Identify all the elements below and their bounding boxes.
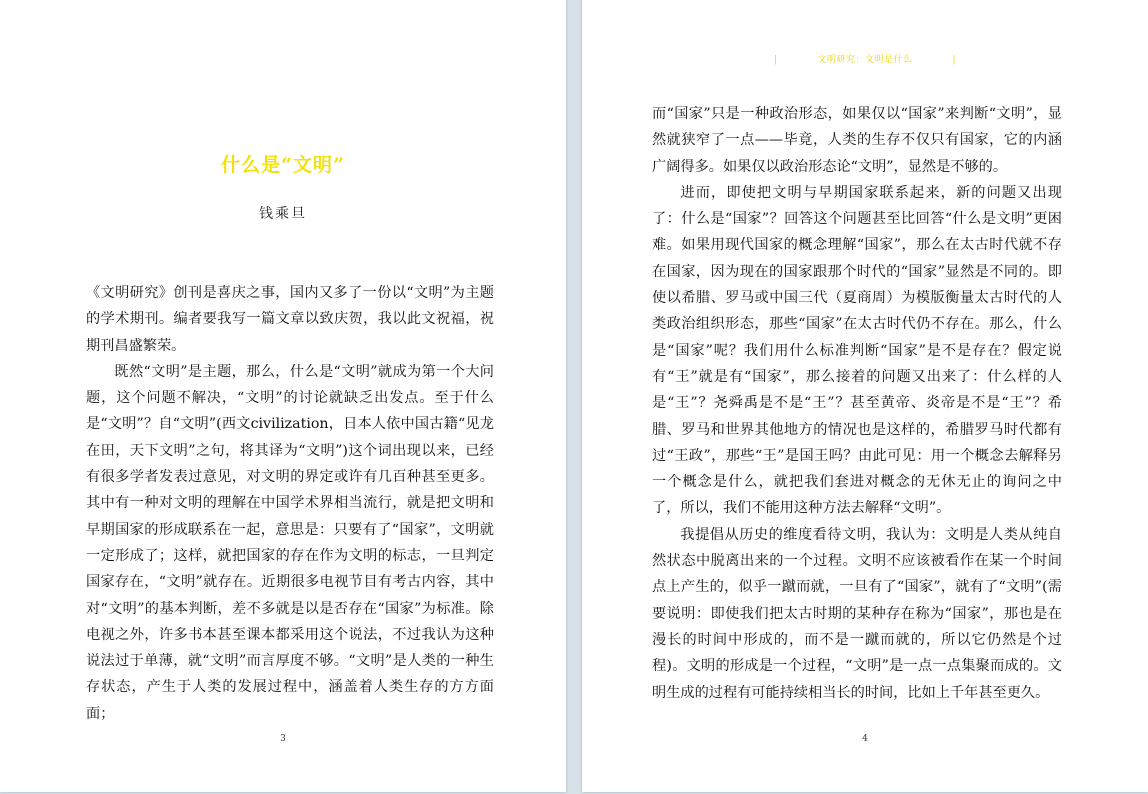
paragraph: 《文明研究》创刊是喜庆之事，国内又多了一份以“文明”为主题的学术期刊。编者要我写一篇文章以致庆贺，我以此文祝福，祝期刊昌盛繁荣。 (86, 285, 494, 354)
left-page (0, 0, 566, 792)
paragraph: 既然“文明”是主题，那么，什么是“文明”就成为第一个大问题，这个问题不解决，“文明”的讨论就缺乏出发点。至于什么是“文明”？自“文明”(西文civilization，日本人依中国古籍“见龙在田，天下文明”之句，将其译为“文明”)这个词出现以来，已经有很多学者发表过意见，对文明的界定或许有几百种甚至更多。其中有一种对文明的理解在中国学术界相当流行，就是把文明和早期国家的形成联系在一起，意思是：只要有了“国家”，文明就一定形成了；这样，就把国家的存在作为文明的标志，一旦判定国家存在，“文明”就存在。近期很多电视节目有考古内容，其中对“文明”的基本判断，差不多就是以是否存在“国家”为标准。除电视之外，许多书本甚至课本都采用这个说法，不过我认为这种说法过于单薄，就“文明”而言厚度不够。“文明”是人类的一种生存状态，产生于人类的发展过程中，涵盖着人类生存的方方面面； (86, 363, 494, 722)
paragraph: 我提倡从历史的维度看待文明，我认为：文明是人类从纯自然状态中脱离出来的一个过程。文明不应该被看作在某一个时间点上产生的，似乎一蹴而就，一旦有了“国家”，就有了“文明”(需要说明：即使我们把太古时期的某种存在称为“国家”，那也是在漫长的时间中形成的，而不是一蹴而就的，所以它仍然是个过程)。文明的形成是一个过程，“文明”是一点一点集聚而成的。文明生成的过程有可能持续相当长的时间，比如上千年甚至更久。 (652, 526, 1062, 701)
article-title: 什么是“文明” (221, 154, 345, 176)
page-number: 3 (280, 734, 286, 744)
paragraph: 进而，即使把文明与早期国家联系起来，新的问题又出现了：什么是“国家”？回答这个问题甚至比回答“什么是文明”更困难。如果用现代国家的概念理解“国家”，那么在太古时代就不存在国家，因为现在的国家跟那个时代的“国家”显然是不同的。即使以希腊、罗马或中国三代（夏商周）为模版衡量太古时代的人类政治组织形态，那些“国家”在太古时代仍不存在。那么，什么是“国家”呢？我们用什么标准判断“国家”是不是存在？假定说有“王”就是有“国家”，那么接着的问题又出来了：什么样的人是“王”？尧舜禹是不是“王”？甚至黄帝、炎帝是不是“王”？希腊、罗马和世界其他地方的情况也是这样的，希腊罗马时代都有过“王政”，那些“王”是国王吗？由此可见：用一个概念去解释另一个概念是什么，就把我们套进对概念的无休无止的询问之中了，所以，我们不能用这种方法去解释“文明”。 (652, 184, 1062, 517)
body-text (652, 101, 1062, 706)
header-divider: | (773, 55, 778, 65)
paragraph: 而“国家”只是一种政治形态，如果仅以“国家”来判断“文明”，显然就狭窄了一点——毕竟，人类的生存不仅只有国家，它的内涵广阔得多。如果仅以政治形态论“文明”，显然是不够的。 (652, 106, 1062, 175)
body-text (86, 280, 494, 727)
running-header (582, 52, 1148, 65)
page-number: 4 (862, 734, 868, 744)
header-divider: | (952, 55, 957, 65)
author-name: 钱乘旦 (259, 206, 307, 222)
right-page (582, 0, 1148, 792)
header-text: 文明研究：文明是什么 (817, 55, 913, 65)
